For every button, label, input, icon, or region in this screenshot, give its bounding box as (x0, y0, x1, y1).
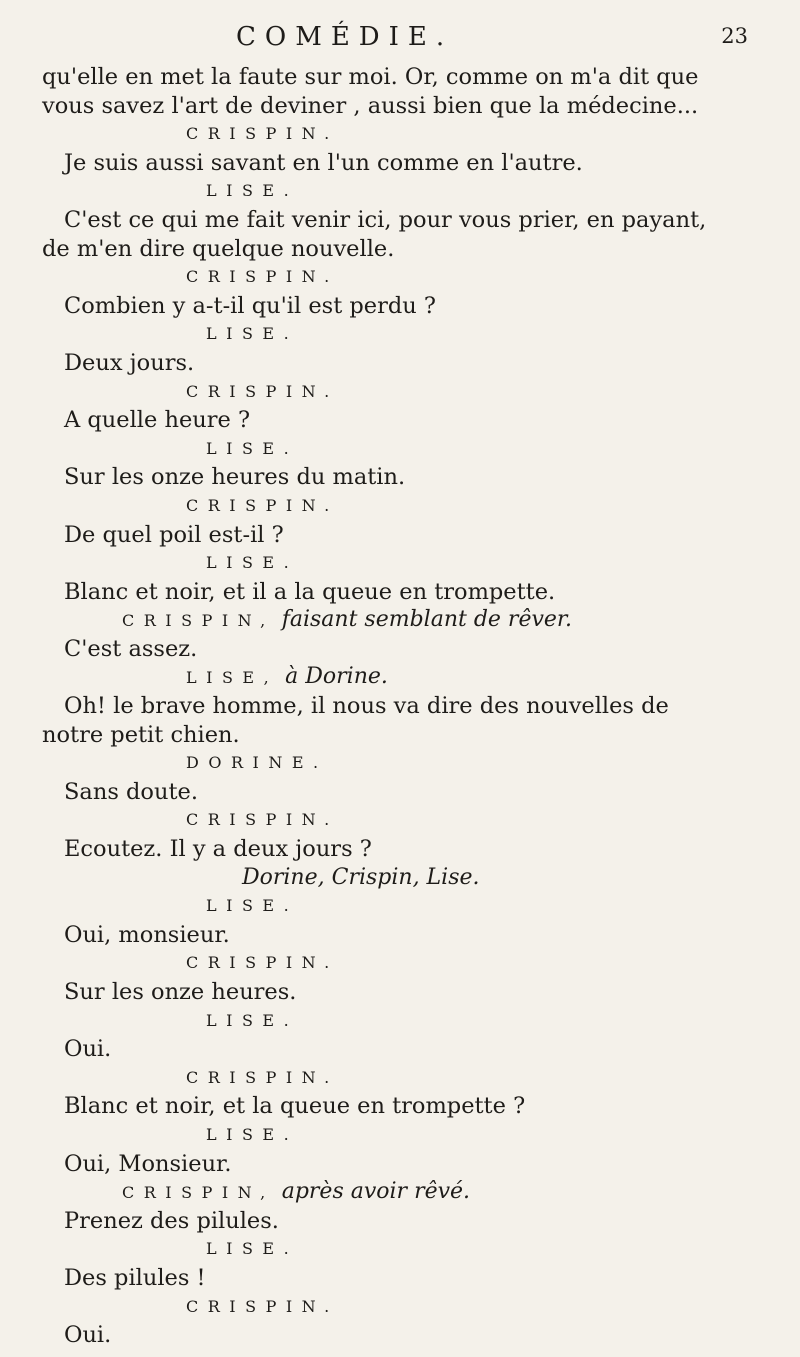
text-line: C'est assez. (64, 635, 198, 662)
speaker-name: CRISPIN, (122, 611, 275, 631)
text-line: C'est ce qui me fait venir ici, pour vous prier, en payant, (64, 206, 707, 233)
text-line: Oui, Monsieur. (64, 1150, 232, 1177)
speaker-name: LISE. (206, 438, 299, 458)
speaker-name: CRISPIN. (186, 381, 339, 401)
speaker-name: LISE. (206, 1010, 299, 1030)
text-line: Sans doute. (64, 778, 198, 805)
speaker-name: LISE. (206, 181, 299, 201)
speaker-heading (42, 1235, 762, 1264)
text-line: Ecoutez. Il y a deux jours ? (64, 836, 372, 863)
text-line: de m'en dire quelque nouvelle. (42, 235, 395, 262)
speaker-name: CRISPIN. (186, 1296, 339, 1316)
speaker-heading (42, 177, 762, 206)
text-line: Blanc et noir, et la queue en trompette ? (64, 1093, 526, 1120)
text-line: notre petit chien. (42, 721, 240, 748)
speaker-name: CRISPIN. (186, 124, 339, 144)
speaker-name: LISE. (206, 896, 299, 916)
page-header (0, 22, 800, 62)
speaker-name: CRISPIN. (186, 495, 339, 515)
speaker-heading (42, 549, 762, 578)
speaker-heading (42, 749, 762, 778)
speaker-heading (42, 663, 762, 692)
text-line: Je suis aussi savant en l'un comme en l'autre. (64, 149, 583, 176)
speaker-name: CRISPIN. (186, 1067, 339, 1087)
speaker-name: DORINE. (186, 753, 328, 773)
speaker-heading (42, 378, 762, 407)
text-line: Blanc et noir, et il a la queue en trompette. (64, 578, 556, 605)
text-line: Des pilules ! (64, 1264, 206, 1291)
text-line: Combien y a-t-il qu'il est perdu ? (64, 292, 436, 319)
text-line: Oui. (64, 1036, 112, 1063)
text-line: vous savez l'art de deviner , aussi bien que la médecine... (42, 92, 699, 119)
speaker-name: CRISPIN. (186, 267, 339, 287)
text-line: Oui. (64, 1322, 112, 1349)
text-line: Deux jours. (64, 349, 195, 376)
speaker-name: CRISPIN. (186, 953, 339, 973)
text-line: qu'elle en met la faute sur moi. Or, comme on m'a dit que (42, 64, 699, 90)
speaker-name: LISE. (206, 1239, 299, 1259)
speaker-heading (42, 435, 762, 464)
speaker-heading (42, 492, 762, 521)
text-line: Sur les onze heures. (64, 979, 297, 1005)
page-number: 23 (721, 24, 748, 48)
speaker-name: CRISPIN. (186, 810, 339, 830)
text-line: Sur les onze heures du matin. (64, 464, 406, 491)
speaker-heading (42, 864, 762, 893)
running-title: COMÉDIE. (236, 22, 454, 52)
speaker-heading (42, 949, 762, 978)
speaker-heading (42, 606, 762, 635)
speaker-heading (42, 1064, 762, 1093)
speaker-name: LISE. (206, 1124, 299, 1144)
speaker-heading (42, 1121, 762, 1150)
dialogue-text (42, 63, 762, 1350)
stage-direction: à Dorine. (278, 664, 388, 690)
speaker-heading (42, 806, 762, 835)
text-line: De quel poil est-il ? (64, 521, 284, 548)
stage-direction: après avoir rêvé. (274, 1179, 471, 1205)
speaker-name: LISE. (206, 553, 299, 573)
speaker-heading (42, 1007, 762, 1036)
speaker-heading (42, 320, 762, 349)
text-line: Prenez des pilules. (64, 1207, 279, 1234)
text-line: A quelle heure ? (64, 407, 251, 434)
text-line: Oui, monsieur. (64, 921, 230, 948)
speaker-name: LISE, (186, 668, 279, 688)
speaker-name: LISE. (206, 324, 299, 344)
speaker-heading (42, 892, 762, 921)
speaker-heading (42, 1293, 762, 1322)
speaker-heading (42, 1178, 762, 1207)
speaker-name: CRISPIN, (122, 1183, 275, 1203)
stage-direction: faisant semblant de rêver. (274, 607, 572, 633)
text-line: Oh! le brave homme, il nous va dire des nouvelles de (64, 693, 669, 720)
speaker-heading (42, 120, 762, 149)
stage-direction: Dorine, Crispin, Lise. (242, 864, 480, 890)
speaker-heading (42, 263, 762, 292)
